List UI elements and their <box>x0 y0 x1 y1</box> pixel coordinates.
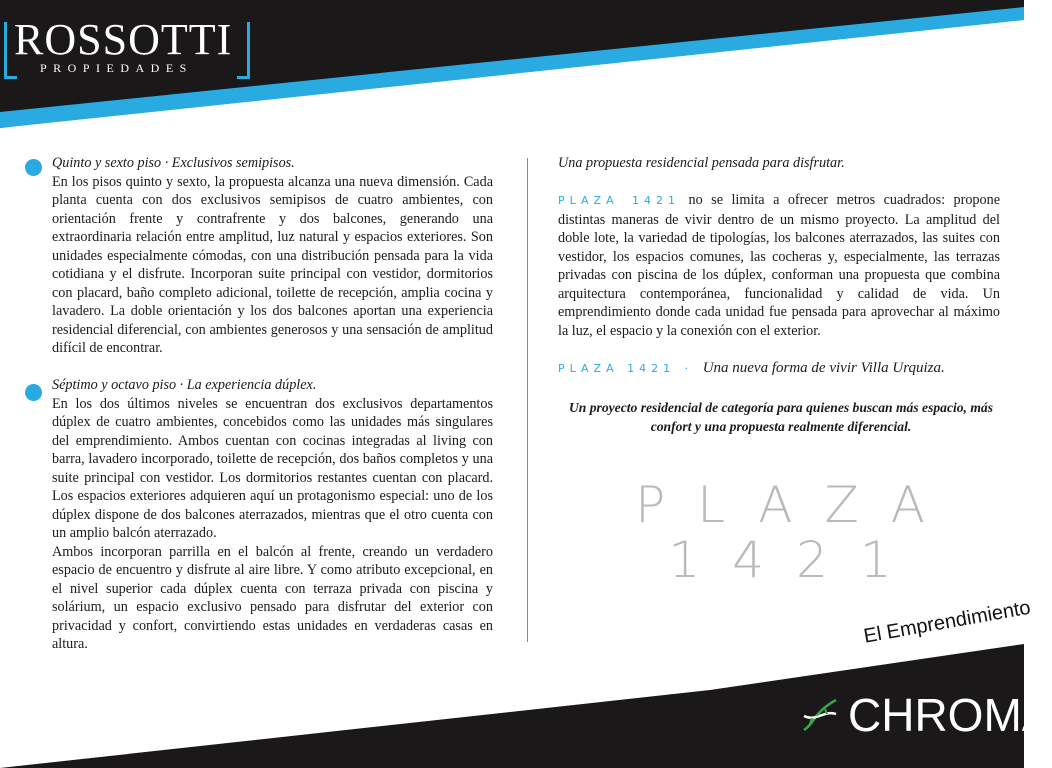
tagline-separator: · <box>684 361 694 375</box>
section-body-semipisos: En los pisos quinto y sexto, la propuesta alcanza una nueva dimensión. Cada planta cuenta con dos exclusivos semipisos de cuatro ambientes, con orientación frente y contrafrente y dos balcones, generando una extraordinaria relación entre amplitud, luz natural y espacios exteriores. Son unidades especialmente cómodas, con una distribución pensada para la vida cotidiana y el disfrute. Incorporan suite principal con vestidor, dormitorios con placard, baño completo adicional, toilette de recepción, amplia cocina y lavadero. La doble orientación y los dos balcones aportan una experiencia residencial diferencial, con ambientes generosos y una sensación de amplitud difícil de encontrar. <box>52 173 493 356</box>
plaza-brand-line1: PLAZA <box>635 476 957 534</box>
column-divider <box>527 158 528 642</box>
brand-inline-tagline: PLAZA 1421 <box>558 361 676 375</box>
bullet-icon <box>25 159 42 176</box>
bullet-icon <box>25 384 42 401</box>
section-body-duplex-1: En los dos últimos niveles se encuentran dos exclusivos departamentos dúplex de cuatro ambientes, concebidos como las unidades más singulares del emprendimiento. Ambos cuentan con cocinas integradas al living con barra, lavadero incorporado, toilette de recepción, dos baños completos y una suite principal con vestidor. Los dormitorios restantes cuentan con placard. Los espacios exteriores adquieren aquí un protagonismo especial: uno de los dúplex dispone de dos balcones aterrazados, mientras que el otro cuenta con un amplio balcón aterrazado. <box>52 395 493 541</box>
spacer <box>558 340 1000 359</box>
left-column <box>52 154 493 654</box>
section-label: El Emprendimiento <box>862 596 1033 648</box>
logo-subtitle: PROPIEDADES <box>40 61 193 75</box>
right-body-text: no se limita a ofrecer metros cuadrados: propone distintas maneras de vivir dentro de un mismo proyecto. La amplitud del doble lote, la variedad de tipologías, los balcones aterrazados, las suites con vestidor, los espacios comunes, las cocheras y, especialmente, las terrazas privadas con piscina de los dúplex, conforman una propuesta que combina arquitectura contemporánea, funcionalidad y calidad de vida. Un emprendimiento donde cada unidad fue pensada para aprovechar al máximo la luz, el espacio y la conexión con el exterior. <box>558 192 1001 339</box>
dna-icon <box>800 694 840 734</box>
closing-statement: Un proyecto residencial de categoría para quienes buscan más espacio, más confort y una propuesta realmente diferencial. <box>568 400 994 434</box>
right-title: Una propuesta residencial pensada para disfrutar. <box>558 155 845 171</box>
section-title-semipisos: Quinto y sexto piso · Exclusivos semipisos. <box>52 155 295 171</box>
section-body-duplex-2: Ambos incorporan parrilla en el balcón al frente, creando un verdadero espacio de encuentro y disfrute al aire libre. Y como atributo excepcional, en el nivel superior cada dúplex cuenta con terraza privada con piscina y solárium, un espacio exclusivo pensado para disfrutar del exterior con privacidad y confort, convirtiendo estas unidades en verdaderas casas en altura. <box>52 543 493 652</box>
right-body <box>558 191 1000 340</box>
tagline <box>558 359 1000 379</box>
chroma-logo: CHROMA <box>848 689 1052 741</box>
spacer <box>52 358 493 377</box>
plaza-brand-line2: 1421 <box>668 531 924 589</box>
spacer <box>558 173 1000 192</box>
section-title-duplex: Séptimo y octavo piso · La experiencia dúplex. <box>52 377 317 393</box>
brand-inline: PLAZA 1421 <box>558 194 681 207</box>
logo-name: ROSSOTTI <box>14 15 233 64</box>
right-column <box>558 154 1000 378</box>
tagline-text: Una nueva forma de vivir Villa Urquiza. <box>702 359 945 376</box>
